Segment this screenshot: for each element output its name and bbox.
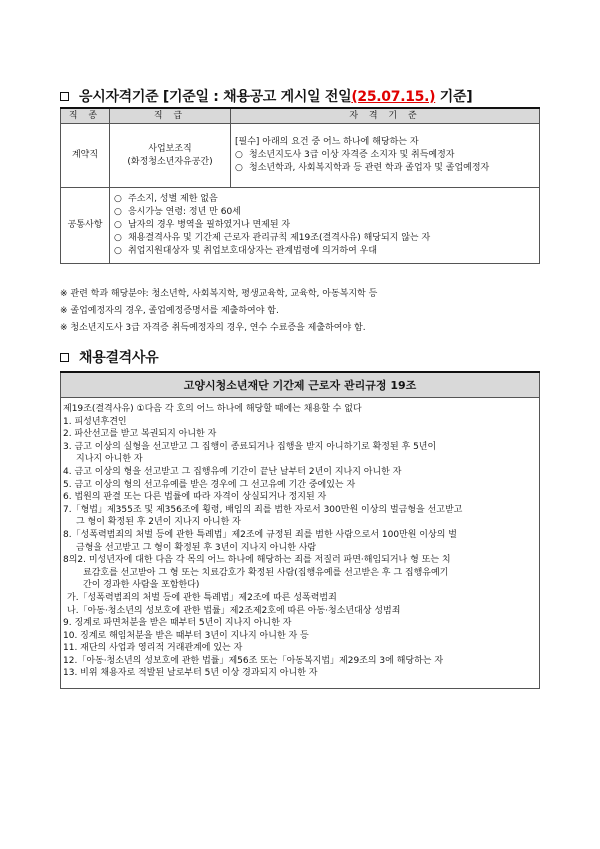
category-cell: 공통사항 bbox=[61, 188, 110, 264]
table-row bbox=[61, 124, 540, 188]
regulation-line: 9. 징계로 파면처분을 받은 때부터 5년이 지나지 아니한 자 bbox=[63, 618, 292, 629]
criteria-line bbox=[114, 193, 535, 206]
regulation-line: 1. 피성년후견인 bbox=[63, 416, 127, 427]
regulation-line: 6. 법원의 판결 또는 다른 법률에 따라 자격이 상실되거나 정지된 자 bbox=[63, 492, 327, 503]
regulation-line: 10. 징계로 해임처분을 받은 때부터 3년이 지나지 아니한 자 등 bbox=[63, 630, 309, 641]
criteria-cell bbox=[231, 124, 540, 188]
grade-cell bbox=[110, 124, 231, 188]
criteria-text: 남자의 경우 병역을 필하였거나 면제된 자 bbox=[128, 220, 291, 230]
heading-text: 채용결격사유 bbox=[79, 350, 159, 366]
grade-line: 사업보조직 bbox=[148, 143, 192, 154]
section-heading-disqualification bbox=[60, 347, 158, 367]
table-header: 직 급 bbox=[110, 108, 231, 124]
square-bullet-icon bbox=[60, 353, 69, 362]
circle-bullet-icon: ○ bbox=[114, 246, 122, 256]
note-line: ※ 관련 학과 해당분야: 청소년학, 사회복지학, 평생교육학, 교육학, 아동복지학 등 bbox=[60, 289, 378, 299]
category-cell: 계약직 bbox=[61, 124, 110, 188]
regulation-table bbox=[60, 371, 540, 689]
circle-bullet-icon: ○ bbox=[114, 220, 122, 230]
table-row bbox=[61, 188, 540, 264]
criteria-line bbox=[114, 206, 535, 219]
regulation-line: 11. 재단의 사업과 영리적 거래관계에 있는 자 bbox=[63, 643, 243, 654]
regulation-line: 나.「아동·청소년의 성보호에 관한 법률」제2조제2호에 따른 아동·청소년대상 성범죄 bbox=[67, 605, 401, 616]
regulation-line: 지나지 아니한 자 bbox=[76, 454, 143, 465]
section-heading-qualification bbox=[60, 86, 472, 106]
criteria-text: 취업지원대상자 및 취업보호대상자는 관계법령에 의거하여 우대 bbox=[128, 246, 378, 256]
criteria-text: 채용결격사유 및 기간제 근로자 관리규칙 제19조(결격사유) 해당되지 않는 자 bbox=[128, 233, 431, 243]
regulation-line: 제19조(결격사유) ①다음 각 호의 어느 하나에 해당할 때에는 채용할 수 없다 bbox=[63, 404, 362, 414]
circle-bullet-icon: ○ bbox=[235, 163, 243, 173]
regulation-line: 간이 경과한 사람을 포함한다) bbox=[83, 580, 200, 591]
heading-date: (25.07.15.) bbox=[351, 89, 436, 105]
circle-bullet-icon: ○ bbox=[114, 233, 122, 243]
regulation-line: 13. 비위 채용자로 적발된 날로부터 5년 이상 경과되지 아니한 자 bbox=[63, 668, 318, 679]
notes bbox=[60, 286, 377, 337]
criteria-text: 주소지, 성별 제한 없음 bbox=[128, 194, 218, 204]
regulation-line: 3. 금고 이상의 실형을 선고받고 그 집행이 종료되거나 집행을 받지 아니하기로 확정된 후 5년이 bbox=[63, 441, 437, 452]
criteria-line bbox=[114, 232, 535, 245]
square-bullet-icon bbox=[60, 92, 69, 101]
regulation-body bbox=[61, 398, 540, 689]
regulation-line: 7.「형법」제355조 및 제356조에 횡령, 배임의 죄를 범한 자로서 300만원 이상의 벌금형을 선고받고 bbox=[63, 504, 463, 515]
criteria-text: 청소년지도사 3급 이상 자격증 소지자 및 취득예정자 bbox=[249, 150, 455, 160]
heading-text: 응시자격기준 [기준일 : 채용공고 게시일 전일 bbox=[79, 89, 352, 105]
regulation-line: 12.「아동·청소년의 성보호에 관한 법률」제56조 또는「아동복지법」제29조의 3에 해당하는 자 bbox=[63, 655, 444, 666]
regulation-line: 4. 금고 이상의 형을 선고받고 그 집행유예 기간이 끝난 날부터 2년이 지나지 아니한 자 bbox=[63, 466, 402, 477]
circle-bullet-icon: ○ bbox=[235, 150, 243, 160]
regulation-line: 8의2. 미성년자에 대한 다음 각 목의 어느 하나에 해당하는 죄를 저질러 파면·해임되거나 형 또는 치 bbox=[63, 555, 451, 566]
criteria-text: 청소년학과, 사회복지학과 등 관련 학과 졸업자 및 졸업예정자 bbox=[249, 163, 490, 173]
regulation-line: 2. 파산선고를 받고 복권되지 아니한 자 bbox=[63, 429, 217, 440]
criteria-line bbox=[114, 245, 535, 258]
common-criteria-cell bbox=[110, 188, 540, 264]
criteria-line bbox=[235, 149, 535, 162]
regulation-line: 료감호를 선고받아 그 형 또는 치료감호가 확정된 사람(집행유예를 선고받은 후 그 집행유예기 bbox=[83, 567, 449, 578]
table-header: 직 종 bbox=[61, 108, 110, 124]
circle-bullet-icon: ○ bbox=[114, 194, 122, 204]
qualification-table bbox=[60, 107, 540, 264]
regulation-title: 고양시청소년재단 기간제 근로자 관리규정 19조 bbox=[61, 372, 540, 398]
regulation-line: 5. 금고 이상의 형의 선고유예를 받은 경우에 그 선고유예 기간 중에있는 자 bbox=[63, 479, 356, 490]
circle-bullet-icon: ○ bbox=[114, 207, 122, 217]
regulation-line: 8.「성폭력범죄의 처벌 등에 관한 특례법」제2조에 규정된 죄를 범한 사람으로서 100만원 이상의 벌 bbox=[63, 529, 457, 540]
criteria-line bbox=[235, 162, 535, 175]
heading-suffix: 기준] bbox=[435, 89, 473, 105]
regulation-line: 그 형이 확정된 후 2년이 지나지 아니한 자 bbox=[76, 517, 241, 528]
criteria-text: [필수] 아래의 요건 중 어느 하나에 해당하는 자 bbox=[235, 137, 419, 147]
criteria-line bbox=[114, 219, 535, 232]
note-line: ※ 청소년지도사 3급 자격증 취득예정자의 경우, 연수 수료증을 제출하여야 함. bbox=[60, 323, 366, 333]
table-header: 자 격 기 준 bbox=[231, 108, 540, 124]
criteria-text: 응시가능 연령: 정년 만 60세 bbox=[128, 207, 241, 217]
note-line: ※ 졸업예정자의 경우, 졸업예정증명서를 제출하여야 함. bbox=[60, 306, 279, 316]
criteria-line bbox=[235, 136, 535, 149]
grade-line: (화정청소년자유공간) bbox=[127, 156, 213, 167]
regulation-line: 금형을 선고받고 그 형이 확정된 후 3년이 지나지 아니한 사람 bbox=[76, 542, 317, 553]
regulation-line: 가.「성폭력범죄의 처벌 등에 관한 특례법」제2조에 따른 성폭력범죄 bbox=[67, 592, 337, 603]
